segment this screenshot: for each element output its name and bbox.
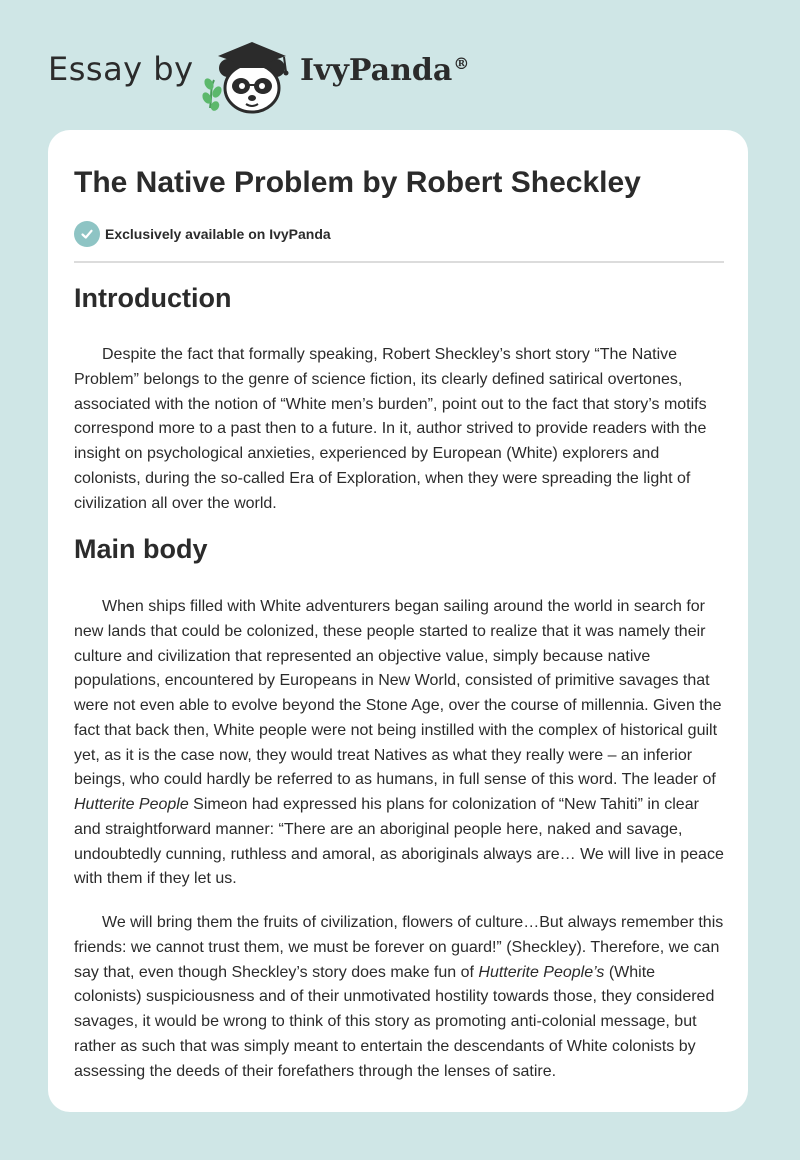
section-heading-main-body: Main body (74, 534, 208, 564)
paragraph-text: We will bring them the fruits of civilization, flowers of culture…But always remember this friends: we cannot trust them, we must be forever on guard!” (Sheckley). Therefore, we can say that, even though Sheckley’s story does make fun of (74, 914, 724, 981)
check-icon (74, 221, 100, 247)
section-heading-introduction: Introduction (74, 283, 232, 313)
paragraph: Despite the fact that formally speaking, Robert Sheckley’s short story “The Native Problem” belongs to the genre of science fiction, its clearly defined satirical overtones, associated with the notion of “White men’s burden”, point out to the fact that story’s motifs correspond more to a past then to a future. In it, author strived to provide readers with the insight on psychological anxieties, experienced by European (White) explorers and colonists, during the so-called Era of Exploration, when they were spreading the light of civilization all over the world. (74, 346, 707, 512)
paragraph-text: When ships filled with White adventurers began sailing around the world in search for new lands that could be colonized, these people started to realize that it was namely their culture and civilization that represented an objective value, simply because native populations, encountered by Europeans in New World, consisted of primitive savages that were not even able to evolve beyond the Stone Age, over the course of millennia. Given the fact that back then, White people were not being instilled with the complex of historical guilt yet, as it is the case now, they would treat Natives as what they really were – an inferior beings, who could hardly be referred to as humans, in full sense of this word. The leader of (74, 598, 722, 789)
paragraph (74, 595, 724, 892)
brand-name-text: IvyPanda (300, 53, 453, 88)
essay-by-text: Essay by (48, 50, 194, 88)
paragraph-text: Simeon had expressed his plans for colonization of “New Tahiti” in clear and straightforward manner: “There are an aboriginal people here, naked and savage, undoubtedly cunning, ruthless and amoral, as aboriginals always are… We will live in peace with them if they let us. (74, 796, 724, 888)
exclusive-badge (74, 221, 331, 247)
essay-card (48, 130, 748, 1112)
divider (74, 261, 724, 263)
essay-title: The Native Problem by Robert Sheckley (74, 166, 641, 199)
italic-term: Hutterite People (74, 796, 189, 813)
site-header (0, 0, 800, 130)
paragraph (74, 911, 724, 1084)
paragraph-text: (White colonists) suspiciousness and of their unmotivated hostility towards those, they considered savages, it would be wrong to think of this story as promoting anti-colonial message, but rather as such that was simply meant to entertain the descendants of White colonists by assessing the deeds of their forefathers through the lenses of satire. (74, 963, 715, 1080)
italic-term: Hutterite People’s (478, 963, 605, 981)
panda-logo-icon (200, 36, 296, 116)
brand-name (300, 53, 469, 88)
registered-mark: ® (453, 54, 470, 73)
badge-text: Exclusively available on IvyPanda (105, 226, 331, 242)
